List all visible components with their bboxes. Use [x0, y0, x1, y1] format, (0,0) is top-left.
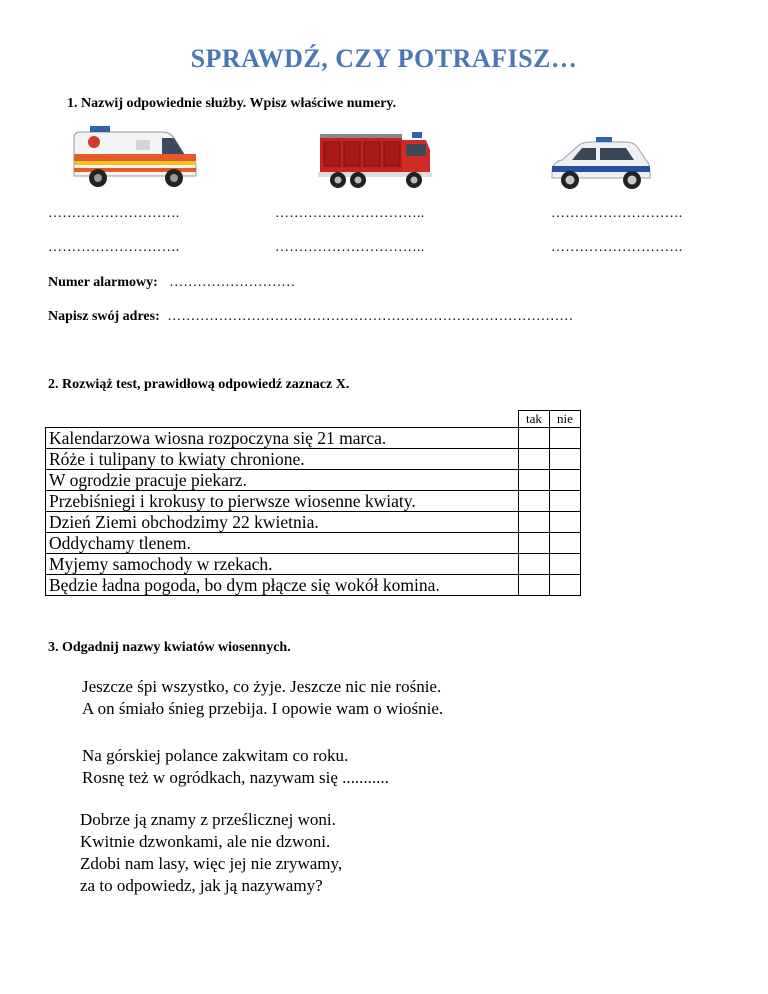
- riddle-1: [82, 676, 443, 720]
- statement: Myjemy samochody w rzekach.: [46, 554, 519, 575]
- tak-checkbox[interactable]: [519, 512, 550, 533]
- nie-checkbox[interactable]: [550, 428, 581, 449]
- answer-blank[interactable]: ……………………….: [48, 240, 180, 255]
- address-blank[interactable]: ……………………………………………………………………………: [167, 309, 574, 324]
- statement: Przebiśniegi i krokusy to pierwsze wiosenne kwiaty.: [46, 491, 519, 512]
- answer-blank[interactable]: …………………………..: [275, 240, 425, 255]
- nie-checkbox[interactable]: [550, 470, 581, 491]
- true-false-table: [45, 410, 581, 596]
- statement: Będzie ładna pogoda, bo dym płącze się wokół komina.: [46, 575, 519, 596]
- riddle-3: [80, 809, 342, 897]
- statement: W ogrodzie pracuje piekarz.: [46, 470, 519, 491]
- statement: Kalendarzowa wiosna rozpoczyna się 21 marca.: [46, 428, 519, 449]
- riddle-2: [82, 745, 389, 789]
- page-title: SPRAWDŹ, CZY POTRAFISZ…: [190, 44, 578, 73]
- address-row: [48, 309, 573, 325]
- emergency-number-blank[interactable]: ………………………: [169, 275, 296, 290]
- riddle-line: Kwitnie dzwonkami, ale nie dzwoni.: [80, 832, 331, 851]
- statement: Dzień Ziemi obchodzimy 22 kwietnia.: [46, 512, 519, 533]
- riddle-line: Jeszcze śpi wszystko, co żyje. Jeszcze nic nie rośnie.: [82, 677, 442, 696]
- task1-heading: 1. Nazwij odpowiednie służby. Wpisz właściwe numery.: [67, 96, 397, 111]
- tak-checkbox[interactable]: [519, 554, 550, 575]
- riddle-line: Dobrze ją znamy z prześlicznej woni.: [80, 810, 336, 829]
- tak-checkbox[interactable]: [519, 449, 550, 470]
- nie-checkbox[interactable]: [550, 449, 581, 470]
- task3-heading: 3. Odgadnij nazwy kwiatów wiosennych.: [48, 640, 291, 655]
- answer-blank[interactable]: ……………………….: [48, 206, 180, 221]
- tak-checkbox[interactable]: [519, 428, 550, 449]
- tak-checkbox[interactable]: [519, 575, 550, 596]
- fire-truck-icon: [318, 128, 434, 190]
- address-label: Napisz swój adres:: [48, 309, 160, 324]
- answer-blank[interactable]: ……………………….: [551, 206, 683, 221]
- column-nie: nie: [550, 411, 581, 428]
- riddle-line: za to odpowiedz, jak ją nazywamy?: [80, 876, 323, 895]
- answer-blank[interactable]: ……………………….: [551, 240, 683, 255]
- tak-checkbox[interactable]: [519, 491, 550, 512]
- task2-heading: 2. Rozwiąż test, prawidłową odpowiedź zaznacz X.: [48, 377, 350, 392]
- emergency-number-label: Numer alarmowy:: [48, 275, 158, 290]
- nie-checkbox[interactable]: [550, 491, 581, 512]
- answer-blank[interactable]: …………………………..: [275, 206, 425, 221]
- riddle-line: Zdobi nam lasy, więc jej nie zrywamy,: [80, 854, 343, 873]
- nie-checkbox[interactable]: [550, 575, 581, 596]
- riddle-line: Na górskiej polance zakwitam co roku.: [82, 746, 349, 765]
- column-tak: tak: [519, 411, 550, 428]
- nie-checkbox[interactable]: [550, 554, 581, 575]
- riddle-line: Rosnę też w ogródkach, nazywam się ...........: [82, 768, 389, 787]
- emergency-number-row: [48, 275, 295, 291]
- nie-checkbox[interactable]: [550, 533, 581, 554]
- nie-checkbox[interactable]: [550, 512, 581, 533]
- police-car-icon: [548, 134, 652, 192]
- tak-checkbox[interactable]: [519, 533, 550, 554]
- riddle-line: A on śmiało śnieg przebija. I opowie wam o wiośnie.: [82, 699, 444, 718]
- statement: Róże i tulipany to kwiaty chronione.: [46, 449, 519, 470]
- tak-checkbox[interactable]: [519, 470, 550, 491]
- ambulance-icon: [70, 124, 202, 190]
- statement: Oddychamy tlenem.: [46, 533, 519, 554]
